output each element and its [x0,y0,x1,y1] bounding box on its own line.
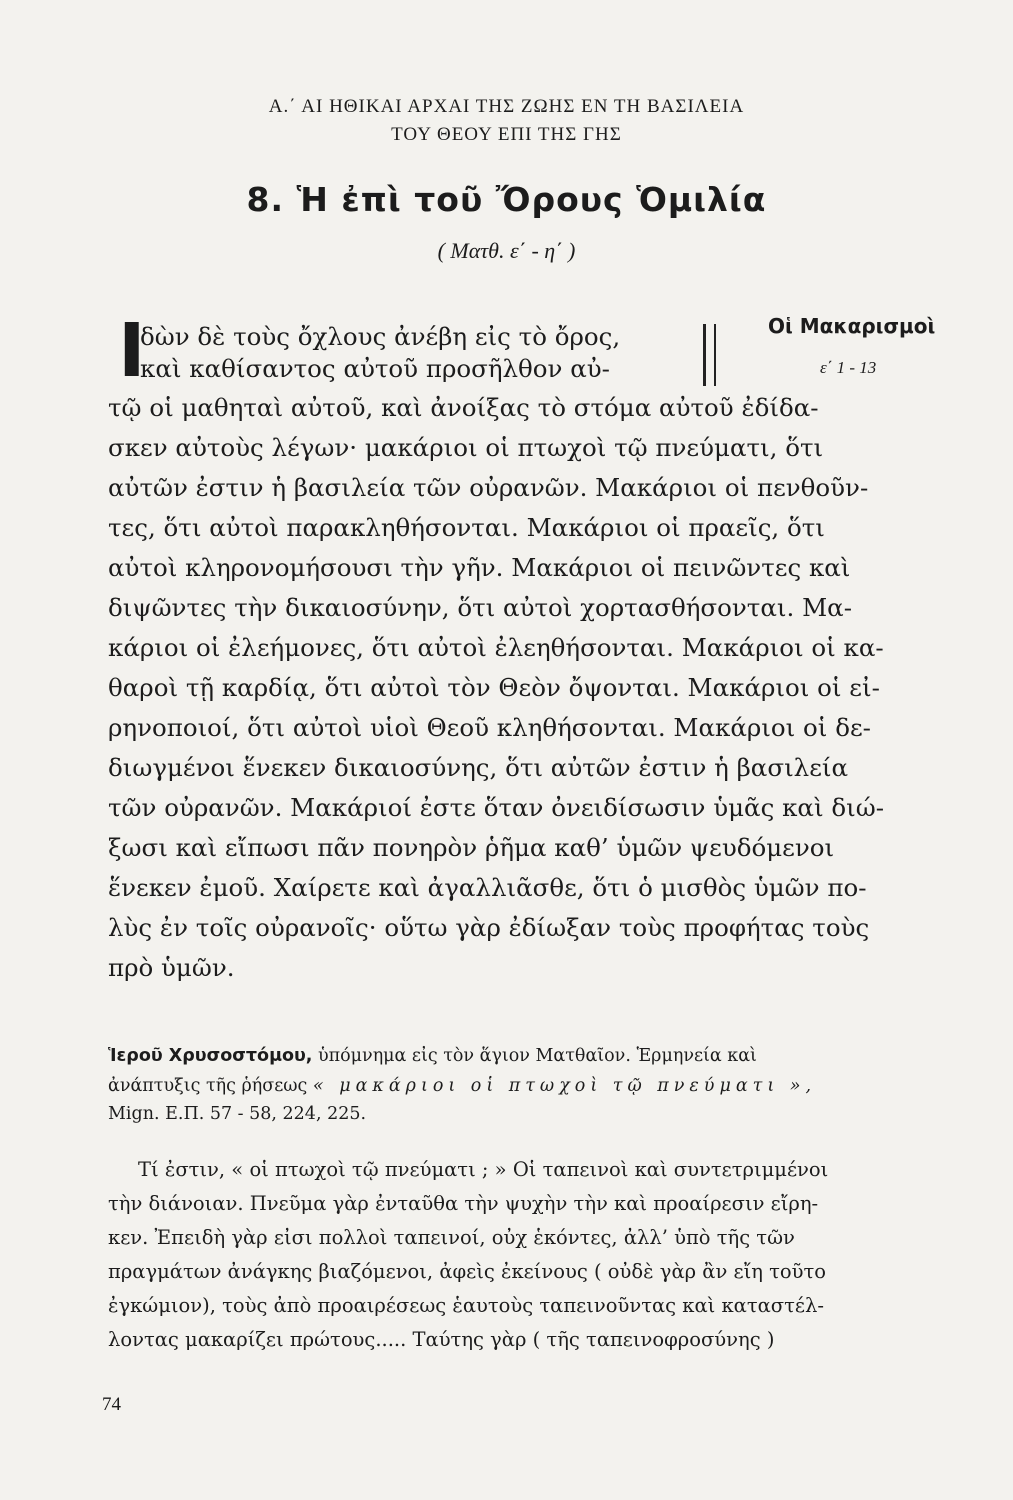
citation-text: ἀνάπτυξις τῆς ῥήσεως [108,1076,313,1096]
commentary-line: κεν. Ἐπειδὴ γὰρ εἰσι πολλοὶ ταπεινοί, οὐχ ἑκόντες, ἀλλ’ ὑπὸ τῆς τῶν [108,1226,795,1249]
main-text-line: σκεν αὐτοὺς λέγων· μακάριοι οἱ πτωχοὶ τῷ πνεύματι, ὅτι [108,433,824,462]
commentary-line: Τί ἐστιν, « οἱ πτωχοὶ τῷ πνεύματι ; » Οἱ ταπεινοὶ καὶ συντετριμμένοι [138,1158,829,1181]
main-text-line: κάριοι οἱ ἐλεήμονες, ὅτι αὐτοὶ ἐλεηθήσονται. Μακάριοι οἱ κα- [108,633,884,662]
main-text-line: ἕνεκεν ἐμοῦ. Χαίρετε καὶ ἀγαλλιᾶσθε, ὅτι ὁ μισθὸς ὑμῶν πο- [108,873,867,902]
main-text-line: λὺς ἐν τοῖς οὐρανοῖς· οὕτω γὰρ ἐδίωξαν τοὺς προφήτας τοὺς [108,913,870,942]
section-reference: ( Ματθ. ε΄ - η΄ ) [437,238,576,263]
main-text-line: τῷ οἱ μαθηταὶ αὐτοῦ, καὶ ἀνοίξας τὸ στόμα αὐτοῦ ἐδίδα- [108,393,819,422]
side-note-rule [703,324,716,386]
main-text-line: θαροὶ τῇ καρδίᾳ, ὅτι αὐτοὶ τὸν Θεὸν ὄψονται. Μακάριοι οἱ εἰ- [108,673,880,702]
citation-author: Ἱεροῦ Χρυσοστόμου, [108,1046,313,1066]
main-text-line: τες, ὅτι αὐτοὶ παρακληθήσονται. Μακάριοι οἱ πραεῖς, ὅτι [108,513,825,542]
commentary-line: τὴν διάνοιαν. Πνεῦμα γὰρ ἐνταῦθα τὴν ψυχὴν τὴν καὶ προαίρεσιν εἴρη- [108,1192,819,1215]
main-text-line: πρὸ ὑμῶν. [108,953,235,982]
drop-initial: Ι [118,308,146,394]
main-text-line: τῶν οὐρανῶν. Μακάριοί ἐστε ὅταν ὀνειδίσωσιν ὑμᾶς καὶ διώ- [108,793,884,822]
citation-line-2 [108,1076,816,1096]
page-number: 74 [102,1394,121,1415]
section-title: 8. Ἡ ἐπὶ τοῦ Ὄρους Ὁμιλία [246,180,767,219]
main-text-line: διωγμένοι ἕνεκεν δικαιοσύνης, ὅτι αὐτῶν ἐστιν ἡ βασιλεία [108,753,849,782]
main-text-line: αὐτοὶ κληρονομήσουσι τὴν γῆν. Μακάριοι οἱ πεινῶντες καὶ [108,553,851,582]
side-note-reference: ε΄ 1 - 13 [820,358,877,377]
main-text-line: δὼν δὲ τοὺς ὄχλους ἀνέβη εἰς τὸ ὄρος, [140,322,621,351]
citation-text: ὑπόμνημα εἰς τὸν ἅγιον Ματθαῖον. Ἑρμηνεία καὶ [312,1046,757,1066]
running-head-line-2: ΤΟΥ ΘΕΟΥ ΕΠΙ ΤΗΣ ΓΗΣ [391,124,622,145]
main-text-line: καὶ καθίσαντος αὐτοῦ προσῆλθον αὐ- [140,354,610,383]
main-text-line: ρηνοποιοί, ὅτι αὐτοὶ υἱοὶ Θεοῦ κληθήσονται. Μακάριοι οἱ δε- [108,713,871,742]
citation-line-3: Mign. Ε.Π. 57 - 58, 224, 225. [108,1104,367,1124]
citation-line-1 [108,1046,757,1066]
commentary-line: ἐγκώμιον), τοὺς ἀπὸ προαιρέσεως ἑαυτοὺς ταπεινοῦντας καὶ καταστέλ- [108,1294,824,1317]
main-text-line: ξωσι καὶ εἴπωσι πᾶν πονηρὸν ῥῆμα καθ’ ὑμῶν ψευδόμενοι [108,833,835,862]
running-head-line-1: Α.΄ ΑΙ ΗΘΙΚΑΙ ΑΡΧΑΙ ΤΗΣ ΖΩΗΣ ΕΝ ΤΗ ΒΑΣΙΛΕΙΑ [268,96,745,117]
side-note-title: Οἱ Μακαρισμοὶ [768,314,936,338]
main-text-line: διψῶντες τὴν δικαιοσύνην, ὅτι αὐτοὶ χορτασθήσονται. Μα- [108,593,852,622]
citation-quote: « μακάριοι οἱ πτωχοὶ τῷ πνεύματι », [312,1076,817,1096]
commentary-line: πραγμάτων ἀνάγκης βιαζόμενοι, ἀφεὶς ἐκείνους ( οὐδὲ γὰρ ἂν εἴη τοῦτο [108,1260,827,1283]
commentary-line: λοντας μακαρίζει πρώτους..... Ταύτης γὰρ ( τῆς ταπεινοφροσύνης ) [108,1328,775,1351]
main-text-line: αὐτῶν ἐστιν ἡ βασιλεία τῶν οὐρανῶν. Μακάριοι οἱ πενθοῦν- [108,473,869,502]
